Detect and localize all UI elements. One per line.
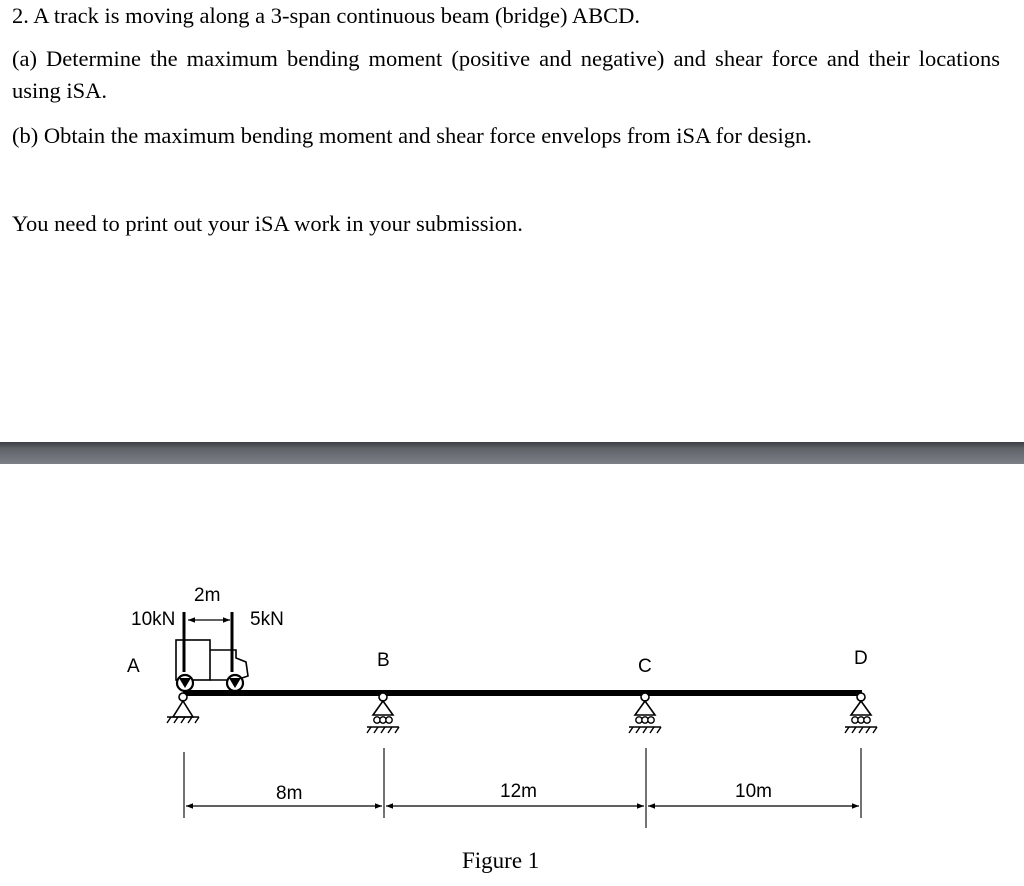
part-a-text: (a) Determine the maximum bending moment (positive and negative) and shear force and their locations using iSA. <box>12 46 1000 103</box>
span-ab-label: 8m <box>276 783 303 804</box>
front-load-label: 10kN <box>131 609 176 630</box>
beam-diagram <box>0 464 1024 881</box>
support-c <box>629 693 661 733</box>
problem-title: 2. A track is moving along a 3-span continuous beam (bridge) ABCD. <box>12 3 641 28</box>
truck <box>176 612 248 691</box>
part-b-text: (b) Obtain the maximum bending moment and shear force envelops from iSA for design. <box>12 123 812 148</box>
rear-load-label: 5kN <box>250 609 284 630</box>
support-d-label: D <box>854 648 868 669</box>
figure-caption: Figure 1 <box>462 848 540 873</box>
span-bc-label: 12m <box>500 781 537 802</box>
section-divider <box>0 442 1024 464</box>
submission-note: You need to print out your iSA work in your submission. <box>12 211 523 236</box>
beam-figure <box>0 464 1024 881</box>
support-b <box>367 693 399 733</box>
span-cd-label: 10m <box>735 781 772 802</box>
truck-spacing-label: 2m <box>194 585 221 606</box>
support-b-label: B <box>377 650 390 671</box>
support-d <box>845 693 877 733</box>
support-a <box>167 693 199 723</box>
support-a-label: A <box>127 656 140 677</box>
support-c-label: C <box>638 656 652 677</box>
